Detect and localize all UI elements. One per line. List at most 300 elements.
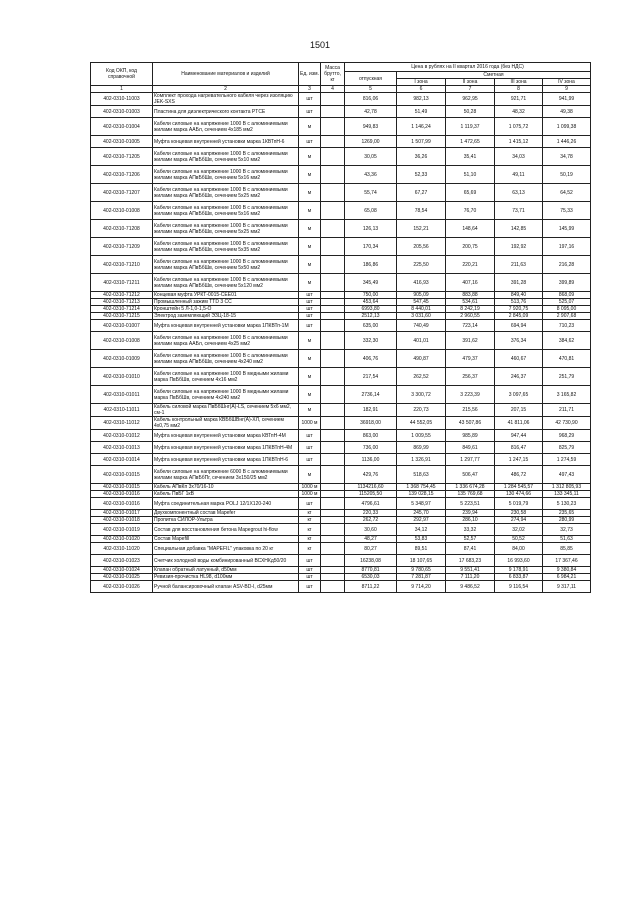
row-release-price: 345,49 [345, 274, 397, 292]
row-zone-1-price: 401,01 [397, 332, 446, 350]
row-release-price: 635,00 [345, 320, 397, 332]
row-zone-1-price: 9 780,65 [397, 567, 446, 574]
row-name: Кабели силовые на напряжение 6000 В с алюминиевыми жилами марка АПвБбПг, сечением 3х150/25 мм2 [153, 466, 299, 484]
row-mass [321, 567, 345, 574]
row-unit: шт [299, 93, 321, 106]
row-zone-3-price: 391,28 [495, 274, 543, 292]
row-mass [321, 524, 345, 536]
row-zone-1-price: 1 368 754,45 [397, 484, 446, 491]
row-mass [321, 306, 345, 313]
page-number: 1501 [309, 40, 331, 50]
row-zone-1-price: 416,93 [397, 274, 446, 292]
row-name: Кабели силовые на напряжение 1000 В с алюминиевыми жилами марка АПвБбШв, сечением 5х50 мм2 [153, 256, 299, 274]
row-zone-2-price: 391,62 [446, 332, 495, 350]
row-zone-3-price: 192,92 [495, 238, 543, 256]
row-zone-3-price: 921,71 [495, 93, 543, 106]
row-unit: шт [299, 581, 321, 593]
table-row [91, 555, 591, 567]
row-zone-4-price: 6 984,21 [543, 574, 591, 581]
row-zone-3-price: 9 116,54 [495, 581, 543, 593]
row-zone-2-price: 43 507,86 [446, 417, 495, 430]
row-name: Кабели силовые на напряжение 1000 В медными жилами марка ПвБбШв, сечением 4х240 мм2 [153, 386, 299, 404]
row-zone-4-price: 211,71 [543, 404, 591, 417]
table-row [91, 368, 591, 386]
header-zone-4: IV зона [543, 79, 591, 86]
row-mass [321, 332, 345, 350]
row-zone-4-price: 235,65 [543, 510, 591, 517]
table-row [91, 491, 591, 498]
row-zone-4-price: 868,09 [543, 292, 591, 299]
table-row [91, 93, 591, 106]
row-zone-4-price: 280,99 [543, 517, 591, 524]
row-zone-4-price: 825,79 [543, 442, 591, 454]
row-zone-1-price: 220,73 [397, 404, 446, 417]
row-zone-2-price: 1 119,37 [446, 118, 495, 136]
row-zone-1-price: 490,87 [397, 350, 446, 368]
row-zone-3-price: 41 811,06 [495, 417, 543, 430]
row-zone-4-price: 384,62 [543, 332, 591, 350]
row-code: 402-0310-71215 [91, 313, 153, 320]
header-release: отпускная [345, 72, 397, 86]
table-row [91, 536, 591, 543]
row-mass [321, 166, 345, 184]
row-zone-4-price: 525,07 [543, 299, 591, 306]
row-zone-3-price: 49,11 [495, 166, 543, 184]
row-zone-3-price: 460,67 [495, 350, 543, 368]
row-mass [321, 106, 345, 118]
row-zone-2-price: 506,47 [446, 466, 495, 484]
row-code: 402-0310-11012 [91, 417, 153, 430]
row-release-price: 453,64 [345, 299, 397, 306]
row-unit: м [299, 386, 321, 404]
row-zone-4-price: 85,85 [543, 543, 591, 555]
row-zone-3-price: 1 284 545,57 [495, 484, 543, 491]
row-name: Кабели силовые на напряжение 1000 В с алюминиевыми жилами марка ААБл, сечением 4х185 мм2 [153, 118, 299, 136]
row-zone-4-price: 470,81 [543, 350, 591, 368]
row-mass [321, 184, 345, 202]
row-mass [321, 136, 345, 148]
row-name: Кабели силовые на напряжение 1000 В с алюминиевыми жилами марка АПвБбШв, сечением 5х120 мм2 [153, 274, 299, 292]
row-unit: шт [299, 430, 321, 442]
row-code: 402-0310-11003 [91, 93, 153, 106]
row-code: 402-0310-01026 [91, 581, 153, 593]
table-row [91, 510, 591, 517]
row-name: Клапан обратный латунный, d50мм [153, 567, 299, 574]
row-zone-3-price: 274,94 [495, 517, 543, 524]
row-mass [321, 536, 345, 543]
row-code: 402-0310-71214 [91, 306, 153, 313]
row-zone-1-price: 1 146,24 [397, 118, 446, 136]
row-zone-1-price: 1 009,55 [397, 430, 446, 442]
row-zone-2-price: 849,61 [446, 442, 495, 454]
table-row [91, 442, 591, 454]
row-code: 402-0310-01024 [91, 567, 153, 574]
row-zone-4-price: 34,78 [543, 148, 591, 166]
column-index: 2 [153, 86, 299, 93]
row-zone-3-price: 16 993,60 [495, 555, 543, 567]
row-zone-2-price: 985,89 [446, 430, 495, 442]
row-code: 402-0310-71205 [91, 148, 153, 166]
row-zone-1-price: 152,21 [397, 220, 446, 238]
row-release-price: 186,86 [345, 256, 397, 274]
row-mass [321, 417, 345, 430]
table-row [91, 118, 591, 136]
row-release-price: 80,27 [345, 543, 397, 555]
row-mass [321, 466, 345, 484]
row-unit: кг [299, 517, 321, 524]
row-zone-4-price: 968,29 [543, 430, 591, 442]
row-release-price: 30,05 [345, 148, 397, 166]
row-code: 402-0310-01013 [91, 442, 153, 454]
row-unit: м [299, 184, 321, 202]
row-zone-3-price: 486,72 [495, 466, 543, 484]
header-mass: Масса брутто, кг [321, 63, 345, 86]
row-zone-4-price: 49,38 [543, 106, 591, 118]
row-release-price: 332,30 [345, 332, 397, 350]
row-unit: шт [299, 498, 321, 510]
row-unit: м [299, 202, 321, 220]
row-zone-2-price: 8 242,19 [446, 306, 495, 313]
row-mass [321, 510, 345, 517]
row-zone-1-price: 262,52 [397, 368, 446, 386]
row-zone-3-price: 130 474,66 [495, 491, 543, 498]
row-code: 402-0310-01010 [91, 368, 153, 386]
row-unit: м [299, 332, 321, 350]
row-unit: шт [299, 313, 321, 320]
row-zone-4-price: 497,43 [543, 466, 591, 484]
row-zone-2-price: 7 111,20 [446, 574, 495, 581]
row-unit: шт [299, 292, 321, 299]
row-release-price: 8770,81 [345, 567, 397, 574]
header-zone-2: II зона [446, 79, 495, 86]
row-zone-4-price: 216,28 [543, 256, 591, 274]
row-zone-4-price: 64,52 [543, 184, 591, 202]
column-index: 4 [321, 86, 345, 93]
row-code: 402-0310-01008 [91, 332, 153, 350]
row-release-price: 30,60 [345, 524, 397, 536]
row-zone-2-price: 33,32 [446, 524, 495, 536]
row-zone-3-price: 246,37 [495, 368, 543, 386]
row-mass [321, 320, 345, 332]
row-zone-3-price: 9 178,91 [495, 567, 543, 574]
row-mass [321, 93, 345, 106]
row-unit: м [299, 350, 321, 368]
row-zone-1-price: 3 300,72 [397, 386, 446, 404]
row-name: Кабели силовые на напряжение 1000 В с алюминиевыми жилами марка АПвБбШв, сечением 5х10 мм2 [153, 148, 299, 166]
row-name: Муфта соединительная марка POLJ 12/1Х120-240 [153, 498, 299, 510]
row-unit: кг [299, 510, 321, 517]
row-zone-4-price: 197,16 [543, 238, 591, 256]
row-name: Счетчик холодной воды комбинированный ВСХНКд50/20 [153, 555, 299, 567]
row-zone-3-price: 513,76 [495, 299, 543, 306]
row-zone-2-price: 962,95 [446, 93, 495, 106]
row-unit: шт [299, 306, 321, 313]
row-unit: шт [299, 442, 321, 454]
row-name: Пропитка СИЛОР-Ультра [153, 517, 299, 524]
table-row [91, 332, 591, 350]
row-mass [321, 430, 345, 442]
row-zone-4-price: 145,99 [543, 220, 591, 238]
row-release-price: 6993,80 [345, 306, 397, 313]
row-code: 402-0310-01015 [91, 466, 153, 484]
row-unit: м [299, 238, 321, 256]
row-zone-3-price: 48,32 [495, 106, 543, 118]
table-row [91, 581, 591, 593]
row-mass [321, 220, 345, 238]
row-name: Кабели силовые на напряжение 1000 В с алюминиевыми жилами марка ААБл, сечением 4х25 мм2 [153, 332, 299, 350]
row-mass [321, 454, 345, 466]
row-release-price: 220,33 [345, 510, 397, 517]
header-zone-1: I зона [397, 79, 446, 86]
row-mass [321, 368, 345, 386]
row-zone-2-price: 87,41 [446, 543, 495, 555]
row-unit: м [299, 118, 321, 136]
row-unit: м [299, 274, 321, 292]
row-name: Кабели силовые на напряжение 1000 В с алюминиевыми жилами марка АПвБбШв, сечением 5х25 мм2 [153, 220, 299, 238]
table-body [91, 93, 591, 593]
table-row [91, 430, 591, 442]
row-zone-4-price: 251,79 [543, 368, 591, 386]
row-release-price: 36918,00 [345, 417, 397, 430]
row-name: Кабель АПвКп 3х70/16-10 [153, 484, 299, 491]
row-release-price: 406,76 [345, 350, 397, 368]
row-mass [321, 581, 345, 593]
row-zone-1-price: 1 507,99 [397, 136, 446, 148]
row-release-price: 217,54 [345, 368, 397, 386]
row-zone-3-price: 849,40 [495, 292, 543, 299]
row-zone-3-price: 34,03 [495, 148, 543, 166]
row-zone-1-price: 139 028,15 [397, 491, 446, 498]
table-row [91, 166, 591, 184]
row-release-price: 949,83 [345, 118, 397, 136]
row-mass [321, 256, 345, 274]
row-name: Кабели силовые на напряжение 1000 В с алюминиевыми жилами марка АПвБбШв, сечением 4х240 мм2 [153, 350, 299, 368]
row-zone-1-price: 205,56 [397, 238, 446, 256]
row-zone-2-price: 200,75 [446, 238, 495, 256]
row-code: 402-0310-01009 [91, 350, 153, 368]
row-name: Муфта концевая внутренней установки марка 1ПКВТп-1М [153, 320, 299, 332]
row-name: Ручной балансировочный клапан ASV-BD-I, d25мм [153, 581, 299, 593]
row-zone-4-price: 1 099,38 [543, 118, 591, 136]
row-zone-4-price: 5 130,23 [543, 498, 591, 510]
row-code: 402-0310-71207 [91, 184, 153, 202]
row-zone-1-price: 51,49 [397, 106, 446, 118]
row-code: 402-0310-01005 [91, 136, 153, 148]
table-row [91, 256, 591, 274]
row-name: Промышленный зажим ТТD 3 СС [153, 299, 299, 306]
row-name: Ревизия-прочистка HL98, d100мм [153, 574, 299, 581]
row-code: 402-0310-01014 [91, 454, 153, 466]
row-zone-2-price: 239,94 [446, 510, 495, 517]
row-zone-2-price: 35,41 [446, 148, 495, 166]
row-zone-4-price: 50,19 [543, 166, 591, 184]
row-zone-4-price: 399,89 [543, 274, 591, 292]
table-row [91, 184, 591, 202]
row-zone-1-price: 18 107,65 [397, 555, 446, 567]
row-code: 402-0310-71211 [91, 274, 153, 292]
row-code: 402-0310-01020 [91, 536, 153, 543]
row-zone-3-price: 2 845,09 [495, 313, 543, 320]
row-zone-2-price: 9 551,41 [446, 567, 495, 574]
row-zone-1-price: 1 326,91 [397, 454, 446, 466]
row-mass [321, 543, 345, 555]
row-code: 402-0310-71213 [91, 299, 153, 306]
row-zone-2-price: 407,16 [446, 274, 495, 292]
row-zone-2-price: 76,70 [446, 202, 495, 220]
row-zone-1-price: 34,12 [397, 524, 446, 536]
row-zone-2-price: 17 683,23 [446, 555, 495, 567]
row-zone-2-price: 50,28 [446, 106, 495, 118]
row-zone-3-price: 63,13 [495, 184, 543, 202]
row-zone-3-price: 50,52 [495, 536, 543, 543]
row-code: 402-0310-01016 [91, 491, 153, 498]
column-index: 5 [345, 86, 397, 93]
row-zone-4-price: 1 274,59 [543, 454, 591, 466]
row-release-price: 816,06 [345, 93, 397, 106]
header-price-group: Цена в рублях на II квартал 2016 года (без НДС) [345, 63, 591, 72]
row-name: Кабели силовые на напряжение 1000 В с алюминиевыми жилами марка АПвБбШв, сечением 5х16 мм2 [153, 166, 299, 184]
row-zone-1-price: 67,27 [397, 184, 446, 202]
column-index: 3 [299, 86, 321, 93]
row-unit: 1000 м [299, 417, 321, 430]
table-row [91, 454, 591, 466]
row-zone-1-price: 52,33 [397, 166, 446, 184]
row-name: Кабель силовой марка ПвБбШнг(А)-LS, сечением 5х6 мм2, см-1 [153, 404, 299, 417]
row-zone-1-price: 905,09 [397, 292, 446, 299]
row-zone-3-price: 73,71 [495, 202, 543, 220]
row-name: Муфта концевая внутренней установки марка 1КВТпН-6 [153, 136, 299, 148]
row-unit: шт [299, 320, 321, 332]
row-zone-4-price: 133 345,11 [543, 491, 591, 498]
table-row [91, 299, 591, 306]
row-zone-2-price: 723,14 [446, 320, 495, 332]
row-unit: 1000 м [299, 491, 321, 498]
row-release-price: 16238,08 [345, 555, 397, 567]
row-code: 402-0310-11020 [91, 543, 153, 555]
table-row [91, 106, 591, 118]
row-zone-1-price: 44 552,05 [397, 417, 446, 430]
row-zone-3-price: 207,15 [495, 404, 543, 417]
row-unit: шт [299, 555, 321, 567]
table-row [91, 484, 591, 491]
row-mass [321, 386, 345, 404]
row-zone-1-price: 78,54 [397, 202, 446, 220]
row-name: Состав для восстановления бетона Mapegrout hi-flow [153, 524, 299, 536]
table-row [91, 292, 591, 299]
row-zone-4-price: 2 907,68 [543, 313, 591, 320]
header-estimate: Сметная [397, 72, 591, 79]
row-mass [321, 313, 345, 320]
table-row [91, 417, 591, 430]
row-code: 402-0310-01008 [91, 202, 153, 220]
row-release-price: 1134216,60 [345, 484, 397, 491]
row-zone-3-price: 6 833,87 [495, 574, 543, 581]
row-release-price: 4796,61 [345, 498, 397, 510]
row-release-price: 55,74 [345, 184, 397, 202]
row-unit: м [299, 166, 321, 184]
row-release-price: 126,13 [345, 220, 397, 238]
table-row [91, 238, 591, 256]
table-row [91, 567, 591, 574]
row-code: 402-0310-01007 [91, 320, 153, 332]
column-index: 9 [543, 86, 591, 93]
row-zone-4-price: 8 095,00 [543, 306, 591, 313]
row-code: 402-0310-71209 [91, 238, 153, 256]
row-unit: м [299, 466, 321, 484]
table-row [91, 386, 591, 404]
row-zone-1-price: 547,45 [397, 299, 446, 306]
row-zone-1-price: 9 714,20 [397, 581, 446, 593]
row-zone-1-price: 225,50 [397, 256, 446, 274]
table-row [91, 320, 591, 332]
row-unit: м [299, 368, 321, 386]
row-unit: шт [299, 299, 321, 306]
row-zone-4-price: 75,33 [543, 202, 591, 220]
row-zone-4-price: 1 312 805,93 [543, 484, 591, 491]
row-release-price: 2736,14 [345, 386, 397, 404]
row-code: 402-0310-71208 [91, 220, 153, 238]
table-row [91, 274, 591, 292]
row-code: 402-0310-01017 [91, 510, 153, 517]
row-zone-1-price: 89,51 [397, 543, 446, 555]
row-unit: шт [299, 454, 321, 466]
row-zone-1-price: 3 031,60 [397, 313, 446, 320]
row-name: Кабели силовые на напряжение 1000 В с алюминиевыми жилами марка АПвБбШв, сечением 5х16 мм2 [153, 202, 299, 220]
row-release-price: 48,27 [345, 536, 397, 543]
row-release-price: 8711,22 [345, 581, 397, 593]
row-mass [321, 484, 345, 491]
row-name: Пластина для диэлектрического контакта PTCE [153, 106, 299, 118]
row-unit: шт [299, 136, 321, 148]
row-code: 402-0310-01025 [91, 574, 153, 581]
row-zone-2-price: 1 472,65 [446, 136, 495, 148]
row-zone-3-price: 694,94 [495, 320, 543, 332]
table-row [91, 202, 591, 220]
row-zone-2-price: 5 223,51 [446, 498, 495, 510]
row-zone-2-price: 1 297,77 [446, 454, 495, 466]
header-name: Наименование материалов и изделий [153, 63, 299, 86]
row-unit: 1000 м [299, 484, 321, 491]
row-zone-1-price: 8 440,01 [397, 306, 446, 313]
row-mass [321, 118, 345, 136]
row-zone-2-price: 220,21 [446, 256, 495, 274]
row-zone-3-price: 84,00 [495, 543, 543, 555]
row-name: Кабели силовые на напряжение 1000 В медными жилами марка ПвБбШв, сечением 4х16 мм2 [153, 368, 299, 386]
row-name: Двухкомпонентный состав Mapefer [153, 510, 299, 517]
column-index: 8 [495, 86, 543, 93]
row-mass [321, 238, 345, 256]
row-code: 402-0310-01018 [91, 517, 153, 524]
row-release-price: 182,91 [345, 404, 397, 417]
row-zone-1-price: 740,49 [397, 320, 446, 332]
row-name: Комплект прохода нагревательного кабеля через изоляцию JEK-SXS [153, 93, 299, 106]
table-row [91, 136, 591, 148]
table-row [91, 574, 591, 581]
row-zone-3-price: 3 097,65 [495, 386, 543, 404]
row-zone-4-price: 3 165,82 [543, 386, 591, 404]
row-name: Специальная добавка "MAPEFIL" упаковка по 20 кг [153, 543, 299, 555]
row-name: Муфта концевая внутренней установки марка 1ПКВТпН-6 [153, 454, 299, 466]
row-unit: шт [299, 567, 321, 574]
row-zone-2-price: 1 336 674,28 [446, 484, 495, 491]
row-zone-2-price: 479,37 [446, 350, 495, 368]
row-zone-1-price: 36,26 [397, 148, 446, 166]
row-release-price: 43,36 [345, 166, 397, 184]
row-unit: шт [299, 106, 321, 118]
row-release-price: 1136,00 [345, 454, 397, 466]
row-release-price: 736,00 [345, 442, 397, 454]
row-name: Кабель ПвБГ 1кВ [153, 491, 299, 498]
